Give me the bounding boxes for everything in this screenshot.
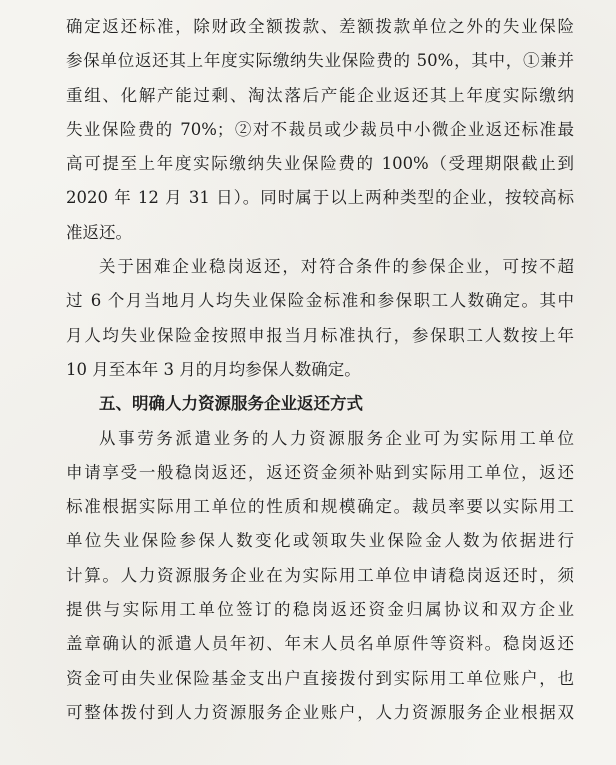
text-line: 失业保险费的 70%；②对不裁员或少裁员中小微企业返还标准最 — [66, 119, 574, 139]
text-line: 10 月至本年 3 月的月均参保人数确定。 — [66, 359, 361, 379]
text-line: 资金可由失业保险基金支出户直接拨付到实际用工单位账户，也 — [66, 668, 574, 688]
text-line: 从事劳务派遣业务的人力资源服务企业可为实际用工单位 — [99, 428, 574, 448]
text-line: 计算。人力资源服务企业在为实际用工单位申请稳岗返还时，须 — [66, 565, 574, 585]
text-line: 参保单位返还其上年度实际缴纳失业保险费的 50%，其中，①兼并 — [66, 51, 574, 71]
text-line: 提供与实际用工单位签订的稳岗返还资金归属协议和双方企业 — [66, 600, 574, 620]
text-line: 盖章确认的派遣人员年初、年末人员名单原件等资料。稳岗返还 — [66, 634, 574, 654]
text-line: 月人均失业保险金按照申报当月标准执行，参保职工人数按上年 — [66, 325, 574, 345]
text-line: 高可提至上年度实际缴纳失业保险费的 100%（受理期限截止到 — [66, 154, 574, 174]
text-line: 过 6 个月当地月人均失业保险金标准和参保职工人数确定。其中 — [66, 291, 574, 311]
text-line: 2020 年 12 月 31 日）。同时属于以上两种类型的企业，按较高标 — [66, 188, 574, 208]
text-line: 准返还。 — [66, 222, 132, 242]
section-heading: 五、明确人力资源服务企业返还方式 — [99, 394, 363, 414]
text-line: 标准根据实际用工单位的性质和规模确定。裁员率要以实际用工 — [66, 497, 574, 517]
text-line: 申请享受一般稳岗返还，返还资金须补贴到实际用工单位，返还 — [66, 462, 574, 482]
text-line: 确定返还标准，除财政全额拨款、差额拨款单位之外的失业保险 — [66, 17, 574, 36]
text-line: 可整体拨付到人力资源服务企业账户，人力资源服务企业根据双 — [66, 702, 574, 722]
text-line: 重组、化解产能过剩、淘汰落后产能企业返还其上年度实际缴纳 — [66, 85, 574, 105]
document-body — [66, 10, 574, 730]
text-line: 关于困难企业稳岗返还，对符合条件的参保企业，可按不超 — [99, 257, 574, 277]
text-line: 单位失业保险参保人数变化或领取失业保险金人数为依据进行 — [66, 531, 574, 551]
